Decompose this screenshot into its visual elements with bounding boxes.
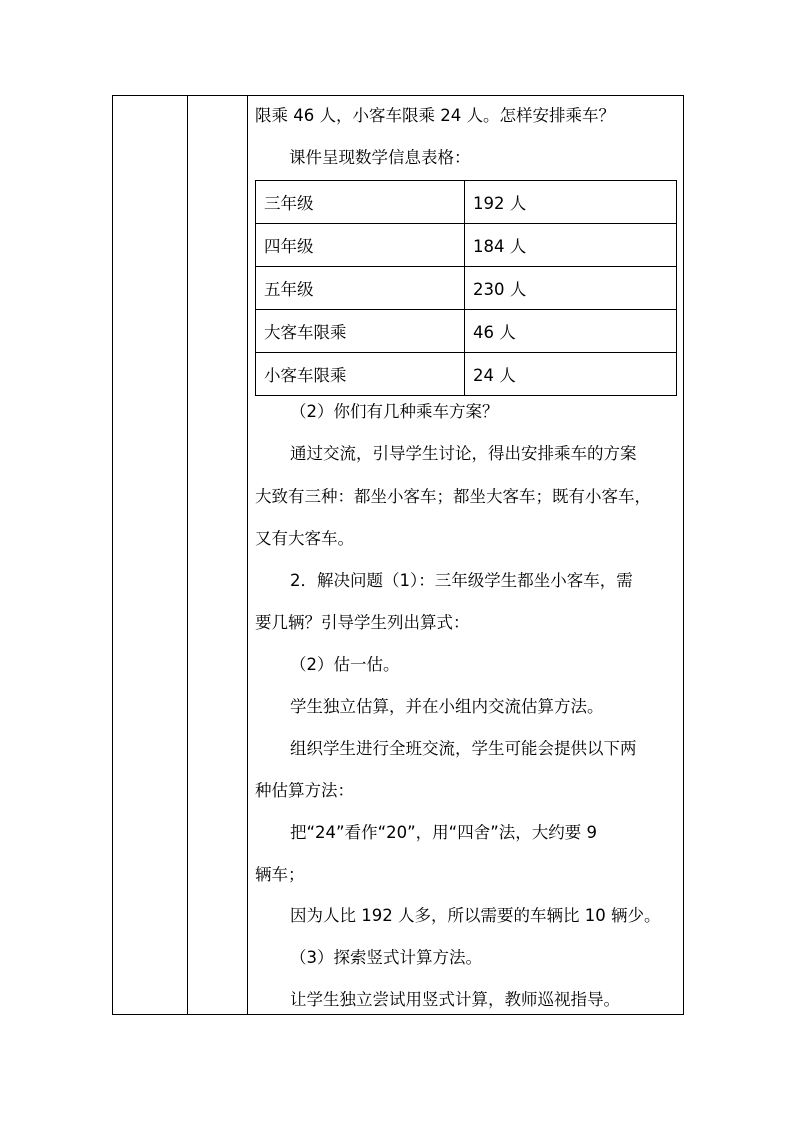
table-cell-label: 大客车限乘 <box>256 310 465 353</box>
text-line-7: 2．解决问题（1）：三年级学生都坐小客车，需 <box>290 571 633 590</box>
table-row <box>256 310 677 353</box>
table-cell-label: 四年级 <box>256 224 465 267</box>
table-cell-value: 184 人 <box>465 224 677 267</box>
table-cell-value: 24 人 <box>465 353 677 396</box>
text-line-3: （2）你们有几种乘车方案？ <box>290 402 499 421</box>
table-row <box>256 181 677 224</box>
column-divider-2 <box>247 96 248 1014</box>
table-cell-label: 五年级 <box>256 267 465 310</box>
text-line-8: 要几辆？引导学生列出算式： <box>255 613 470 632</box>
text-line-14: 辆车； <box>255 865 305 884</box>
math-info-table <box>255 180 677 396</box>
table-cell-label: 三年级 <box>256 181 465 224</box>
text-line-12: 种估算方法： <box>255 781 354 800</box>
column-divider-1 <box>187 96 188 1014</box>
text-line-16: （3）探索竖式计算方法。 <box>290 948 482 967</box>
text-line-13: 把“24”看作“20”，用“四舍”法，大约要 9 <box>290 823 598 842</box>
text-line-2: 课件呈现数学信息表格： <box>289 148 471 167</box>
table-cell-value: 46 人 <box>465 310 677 353</box>
table-row <box>256 267 677 310</box>
text-line-6: 又有大客车。 <box>255 529 354 548</box>
table-row <box>256 224 677 267</box>
table-cell-label: 小客车限乘 <box>256 353 465 396</box>
text-line-4: 通过交流，引导学生讨论，得出安排乘车的方案 <box>290 444 637 463</box>
table-cell-value: 192 人 <box>465 181 677 224</box>
text-line-5: 大致有三种：都坐小客车；都坐大客车；既有小客车， <box>255 487 651 506</box>
table-cell-value: 230 人 <box>465 267 677 310</box>
text-line-10: 学生独立估算，并在小组内交流估算方法。 <box>290 697 604 716</box>
text-line-1: 限乘 46 人，小客车限乘 24 人。怎样安排乘车？ <box>255 106 615 125</box>
text-line-17: 让学生独立尝试用竖式计算，教师巡视指导。 <box>290 990 620 1009</box>
text-line-15: 因为人比 192 人多，所以需要的车辆比 10 辆少。 <box>290 906 661 925</box>
table-row <box>256 353 677 396</box>
text-line-11: 组织学生进行全班交流，学生可能会提供以下两 <box>290 739 637 758</box>
text-line-9: （2）估一估。 <box>290 655 400 674</box>
